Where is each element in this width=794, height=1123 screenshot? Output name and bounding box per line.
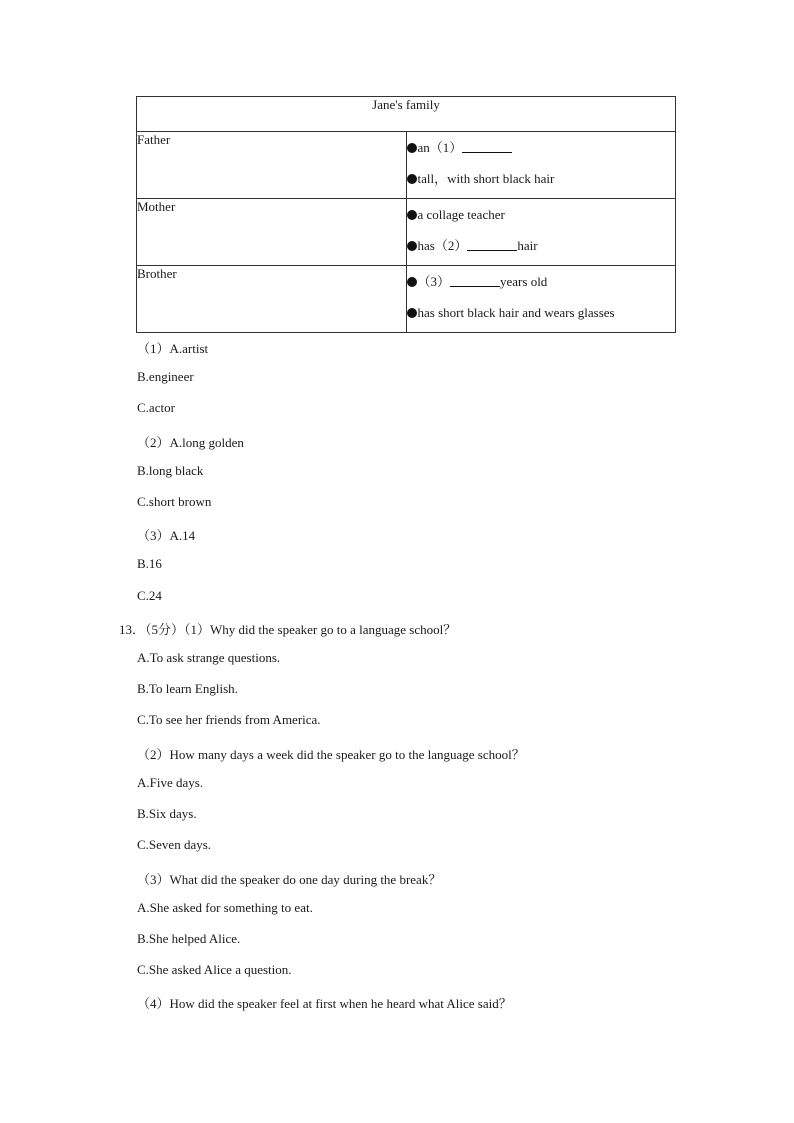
info-line [407,230,676,261]
table-row [137,199,676,266]
member-cell: Brother [137,266,407,333]
member-cell: Mother [137,199,407,266]
q13-part1-option-b: B.To learn English. [137,681,238,696]
info-cell [406,199,676,266]
q13-part4-stem: （4）How did the speaker feel at first when he heard what Alice said？ [137,996,512,1011]
q13-part2-stem: （2）How many days a week did the speaker go to the language school？ [137,747,525,762]
info-text: （3） [417,274,451,289]
q13-part2-option-a: A.Five days. [137,775,204,790]
answer-blank [467,238,517,251]
info-text: has（2） [417,238,468,253]
table-caption: Jane's family [137,97,676,132]
bullet-icon [407,143,417,153]
family-table [136,96,676,333]
table-row [137,132,676,199]
answer-blank [462,140,512,153]
info-text: an（1） [417,140,463,155]
q12-part2-option-b: B.long black [137,463,204,478]
q12-part1-option-b: B.engineer [137,369,194,384]
info-line [407,199,676,230]
q13-part3-option-b: B.She helped Alice. [137,931,241,946]
info-text: tall，with short black hair [417,171,555,186]
q13-part1-option-a: A.To ask strange questions. [137,650,281,665]
q12-part1-stem: （1）A.artist [137,341,209,356]
answer-blank [450,274,500,287]
q12-part1-option-c: C.actor [137,400,175,415]
bullet-icon [407,241,417,251]
q13-part3-option-a: A.She asked for something to eat. [137,900,313,915]
q13-part3-option-c: C.She asked Alice a question. [137,962,292,977]
q13-part2-option-c: C.Seven days. [137,837,212,852]
q13-part2-option-b: B.Six days. [137,806,197,821]
q13-part3-stem: （3）What did the speaker do one day during the break？ [137,872,442,887]
q12-part3-option-b: B.16 [137,556,162,571]
bullet-icon [407,210,417,220]
bullet-icon [407,174,417,184]
q12-part2-stem: （2）A.long golden [137,435,244,450]
bullet-icon [407,308,417,318]
info-line [407,132,676,163]
info-text: a collage teacher [417,207,505,222]
q13-header: 13．（5分）（1）Why did the speaker go to a language school？ [119,622,457,637]
info-cell [406,266,676,333]
info-text: hair [517,238,538,253]
q13-part1-option-c: C.To see her friends from America. [137,712,321,727]
member-cell: Father [137,132,407,199]
info-line [407,266,676,297]
bullet-icon [407,277,417,287]
info-cell [406,132,676,199]
info-line [407,163,676,194]
info-line [407,297,676,328]
table-row [137,266,676,333]
info-text: years old [500,274,548,289]
q12-part2-option-c: C.short brown [137,494,212,509]
q12-part3-option-c: C.24 [137,588,162,603]
q12-part3-stem: （3）A.14 [137,528,196,543]
info-text: has short black hair and wears glasses [417,305,615,320]
